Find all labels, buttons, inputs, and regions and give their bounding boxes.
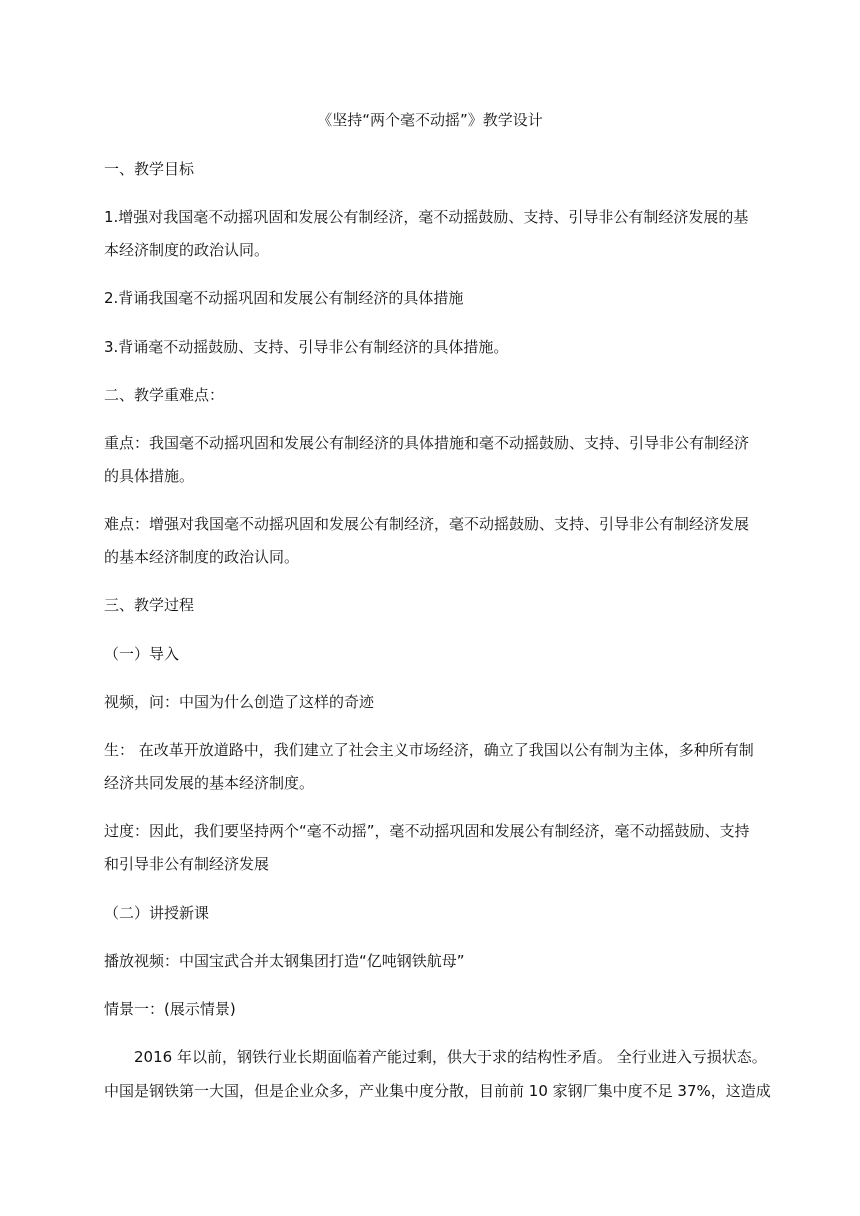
document-title: 《坚持“两个毫不动摇”》教学设计	[317, 111, 543, 129]
heading-teaching-process: 三、教学过程	[104, 596, 195, 614]
scenario-one-label: 情景一：(展示情景)	[104, 1000, 236, 1018]
transition-line-2: 和引导非公有制经济发展	[104, 855, 270, 873]
key-point-line-2: 的具体措施。	[104, 467, 195, 485]
subheading-introduction: （一）导入	[104, 645, 180, 663]
heading-teaching-goals: 一、教学目标	[104, 160, 195, 178]
transition-line-1: 过度：因此，我们要坚持两个“毫不动摇”，毫不动摇巩固和发展公有制经济，毫不动摇鼓励、支持	[104, 822, 750, 840]
goal-1-line-1: 1.增强对我国毫不动摇巩固和发展公有制经济，毫不动摇鼓励、支持、引导非公有制经济发展的基	[104, 208, 749, 226]
play-video-line: 播放视频：中国宝武合并太钢集团打造“亿吨钢铁航母”	[104, 952, 465, 970]
goal-1-line-2: 本经济制度的政治认同。	[104, 241, 270, 259]
difficult-point-line-1: 难点：增强对我国毫不动摇巩固和发展公有制经济，毫不动摇鼓励、支持、引导非公有制经济发展	[104, 515, 750, 533]
scenario-paragraph-line-1: 2016 年以前，钢铁行业长期面临着产能过剩，供大于求的结构性矛盾。 全行业进入亏损状态。	[134, 1048, 767, 1066]
heading-key-difficult-points: 二、教学重难点：	[104, 386, 225, 404]
key-point-line-1: 重点：我国毫不动摇巩固和发展公有制经济的具体措施和毫不动摇鼓励、支持、引导非公有制经济	[104, 434, 750, 452]
difficult-point-line-2: 的基本经济制度的政治认同。	[104, 548, 300, 566]
student-answer-line-1: 生： 在改革开放道路中，我们建立了社会主义市场经济，确立了我国以公有制为主体，多种所有制	[104, 741, 754, 759]
video-question: 视频，问：中国为什么创造了这样的奇迹	[104, 693, 375, 711]
scenario-paragraph-line-2: 中国是钢铁第一大国，但是企业众多，产业集中度分散，目前前 10 家钢厂集中度不足 37%，这造成	[104, 1082, 771, 1100]
goal-2: 2.背诵我国毫不动摇巩固和发展公有制经济的具体措施	[104, 289, 464, 307]
goal-3: 3.背诵毫不动摇鼓励、支持、引导非公有制经济的具体措施。	[104, 338, 509, 356]
student-answer-line-2: 经济共同发展的基本经济制度。	[104, 774, 315, 792]
subheading-new-lesson: （二）讲授新课	[104, 904, 210, 922]
